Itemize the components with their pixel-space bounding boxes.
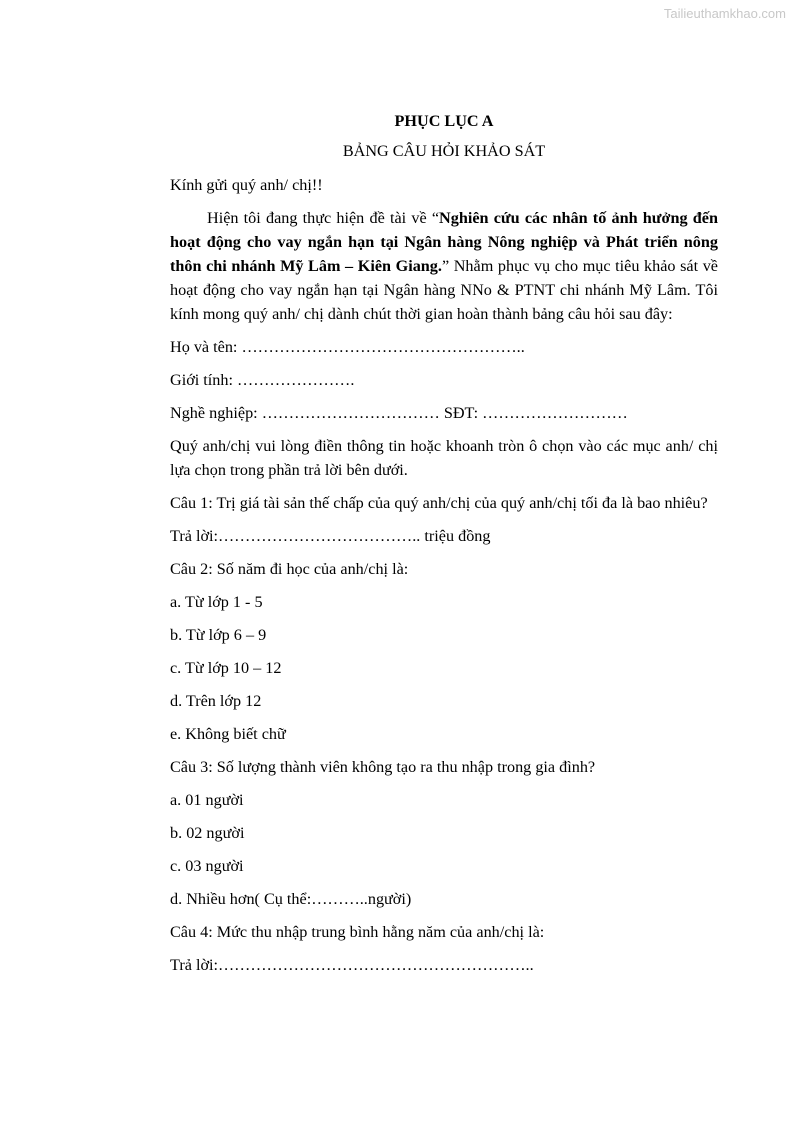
question-3-option-a: a. 01 người <box>170 791 244 809</box>
question-2-option-c: c. Từ lớp 10 – 12 <box>170 659 282 677</box>
question-4: Câu 4: Mức thu nhập trung bình hằng năm của anh/chị là: <box>170 923 545 941</box>
question-3-option-d: d. Nhiều hơn( Cụ thể:………..người) <box>170 890 412 908</box>
gender-field: Giới tính: …………………. <box>170 371 355 389</box>
question-2: Câu 2: Số năm đi học của anh/chị là: <box>170 560 409 578</box>
appendix-title: PHỤC LỤC A <box>394 112 494 130</box>
name-field: Họ và tên: …………………………………………….. <box>170 338 525 356</box>
question-2-option-a: a. Từ lớp 1 - 5 <box>170 593 263 611</box>
question-1-answer: Trả lời:……………………………….. triệu đồng <box>170 527 491 545</box>
question-2-option-e: e. Không biết chữ <box>170 725 286 743</box>
intro-paragraph <box>170 206 718 326</box>
question-1: Câu 1: Trị giá tài sản thế chấp của quý anh/chị của quý anh/chị tối đa là bao nhiêu? <box>170 494 708 512</box>
document-page <box>170 108 718 977</box>
question-2-option-d: d. Trên lớp 12 <box>170 692 262 710</box>
watermark: Tailieuthamkhao.com <box>663 6 786 21</box>
question-4-answer: Trả lời:………………………………………………….. <box>170 956 534 974</box>
question-3-option-b: b. 02 người <box>170 824 245 842</box>
thesis-title: Nghiên cứu các nhân tố ảnh hưởng đến hoạt động cho vay ngắn hạn tại Ngân hàng Nông nghiệp và Phát triển nông thôn chi nhánh Mỹ Lâm – Kiên Giang. <box>170 209 718 275</box>
greeting: Kính gửi quý anh/ chị!! <box>170 176 323 194</box>
form-title: BẢNG CÂU HỎI KHẢO SÁT <box>342 142 546 160</box>
intro-text-2: ” Nhằm phục vụ cho mục tiêu khảo sát về hoạt động cho vay ngắn hạn tại Ngân hàng NNo & PTNT chi nhánh Mỹ Lâm. Tôi kính mong quý anh/ chị dành chút thời gian hoàn thành bảng câu hỏi sau đây: <box>170 257 718 323</box>
question-3-option-c: c. 03 người <box>170 857 244 875</box>
instruction: Quý anh/chị vui lòng điền thông tin hoặc khoanh tròn ô chọn vào các mục anh/ chị lựa chọn trong phần trả lời bên dưới. <box>170 437 718 479</box>
question-2-option-b: b. Từ lớp 6 – 9 <box>170 626 267 644</box>
intro-text-1: Hiện tôi đang thực hiện đề tài về “ <box>207 209 440 227</box>
question-3: Câu 3: Số lượng thành viên không tạo ra thu nhập trong gia đình? <box>170 758 596 776</box>
job-phone-field: Nghề nghiệp: …………………………… SĐT: ……………………… <box>170 404 628 422</box>
